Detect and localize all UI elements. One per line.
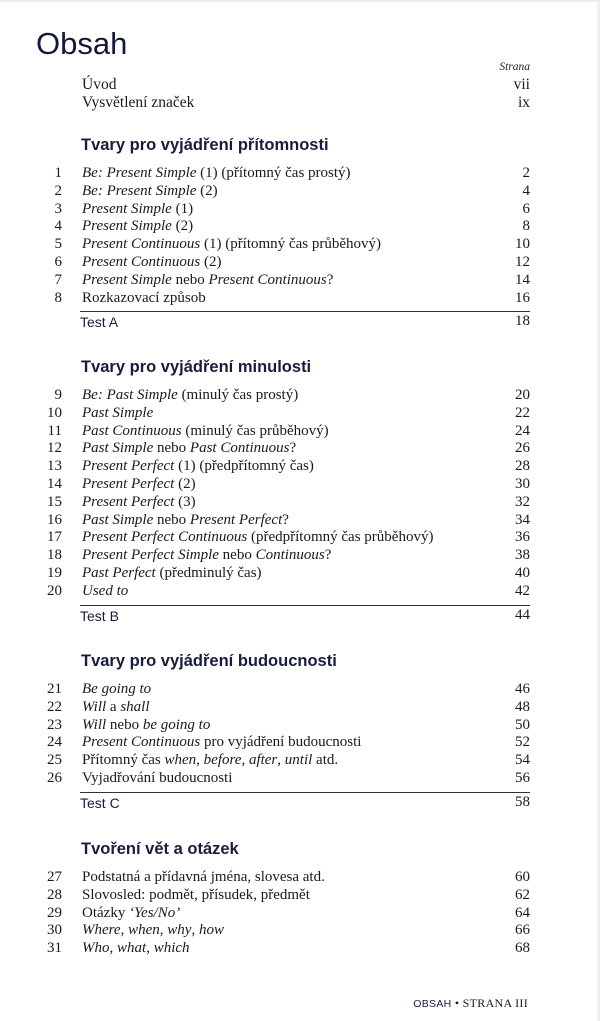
toc-entry[interactable] [0,734,600,752]
entry-title-italic: until [284,752,313,769]
entry-number: 19 [47,564,62,581]
entry-number: 29 [47,904,62,921]
entry-title [82,236,381,254]
entry-page: 54 [515,752,530,769]
entry-title [82,494,196,512]
toc-entry[interactable] [0,201,600,219]
entry-page: 50 [515,716,530,733]
entry-title-text: , [146,940,154,957]
toc-entry[interactable] [0,699,600,717]
toc-test-entry[interactable] [80,311,530,332]
entry-title-text: (1) [171,200,194,217]
entry-title-italic: Present Perfect [82,493,175,510]
toc-entry[interactable] [0,922,600,940]
entry-number: 16 [47,511,62,528]
entry-title [82,770,232,788]
toc-entry[interactable] [0,440,600,458]
entry-number: 12 [47,440,62,457]
entry-title-italic: before [203,752,242,769]
entry-title-text: Vyjadřování budoucnosti [82,769,233,786]
entry-number: 3 [54,200,62,217]
section-heading: Tvoření vět a otázek [81,840,239,858]
entry-title-italic: Will [82,716,107,733]
toc-entry[interactable] [0,423,600,441]
entry-page: 56 [515,769,530,786]
toc-entry[interactable] [0,681,600,699]
entry-page: 34 [515,511,530,528]
toc-entry-legend[interactable] [82,94,530,112]
entry-title-italic: Past Perfect [82,564,156,581]
entry-page: 52 [515,734,530,751]
entry-title-text: , [109,940,117,957]
entry-number: 2 [54,182,62,199]
toc-entry[interactable] [0,869,600,887]
entry-number: 6 [54,253,62,270]
entry-number: 27 [47,869,62,885]
entry-title-text: (2) [196,182,218,199]
entry-page: 66 [515,922,530,939]
entry-title-italic: what [117,940,147,957]
entry-title-italic: Present Continuous [208,271,327,288]
section-heading: Tvary pro vyjádření přítomnosti [81,136,329,154]
entry-title [82,717,210,735]
entry-title-italic: Present Perfect [82,458,175,475]
entry-title-text: (předpřítomný čas průběhový) [247,529,434,546]
entry-title [82,565,262,583]
entry-title: Úvod [82,76,117,93]
toc-entry[interactable] [0,583,600,601]
entry-title [82,752,338,770]
entry-page: 62 [515,886,530,903]
test-page: 18 [515,313,530,330]
entry-page: 30 [515,475,530,492]
entry-number: 23 [47,716,62,733]
test-label: Test C [80,794,120,811]
entry-title [82,218,193,236]
entry-title-text: Otázky [82,904,130,921]
entry-page: 22 [515,404,530,421]
entry-page: 68 [515,940,530,957]
entry-title-text: nebo [171,271,209,288]
entry-title [82,183,218,201]
entry-title-italic: when [164,752,197,769]
toc-entry[interactable] [0,236,600,254]
entry-number: 13 [47,458,62,475]
entry-title-text: a [106,698,121,715]
entry-number: 17 [47,529,62,546]
entry-title-text: Rozkazovací způsob [82,289,206,306]
entry-title-text: Přítomný čas [82,752,165,769]
entry-number: 30 [47,922,62,939]
entry-title [82,583,128,601]
toc-entry[interactable] [0,183,600,201]
entry-title [82,290,206,308]
entry-title-text: , [241,752,249,769]
entry-title-italic: which [153,940,190,957]
entry-number: 8 [54,289,62,306]
entry-title-italic: shall [120,698,150,715]
toc-entry[interactable] [0,405,600,423]
toc-entry-list [0,869,600,958]
entry-title [82,869,325,887]
entry-title-text: nebo [153,440,190,457]
entry-page: ix [517,94,530,111]
entry-title-italic: ‘Yes/No’ [129,904,181,921]
entry-title-text: (2) [200,253,222,270]
entry-title-italic: Past Simple [82,511,154,528]
entry-title-text: (předminulý čas) [155,564,262,581]
entry-page: 12 [515,253,530,270]
entry-title-text: (minulý čas prostý) [177,387,299,403]
toc-entry[interactable] [0,458,600,476]
toc-entry[interactable] [0,476,600,494]
entry-title [82,458,314,476]
toc-entry[interactable] [0,770,600,788]
entry-title-text: , [277,752,285,769]
entry-title-text: pro vyjádření budoucnosti [200,734,362,751]
toc-entry-list [0,165,600,332]
entry-title-text: , [159,922,168,939]
section-heading: Tvary pro vyjádření budoucnosti [81,652,337,670]
entry-title [82,440,296,458]
entry-title [82,699,150,717]
entry-number: 14 [47,475,62,492]
entry-title-text: ? [282,511,289,528]
entry-title-text: (1) (přítomný čas průběhový) [200,236,381,253]
toc-entry[interactable] [0,218,600,236]
entry-title-text: , [196,752,204,769]
entry-title [82,529,433,547]
entry-title-italic: after [248,752,278,769]
entry-title-italic: Present Simple [82,218,172,235]
entry-title-text: nebo [153,511,190,528]
entry-title-text: Slovosled: podmět, přísudek, předmět [82,886,310,903]
entry-title [82,405,153,423]
entry-title-text: atd. [312,752,339,769]
entry-title [82,940,190,958]
test-page: 58 [515,793,530,810]
entry-title-italic: be going to [142,716,211,733]
toc-entry[interactable] [0,165,600,183]
entry-page: 14 [515,271,530,288]
entry-title-text: nebo [218,547,256,564]
entry-title-italic: Present Perfect Continuous [82,529,248,546]
entry-page: 6 [522,200,530,217]
entry-title-italic: when [128,922,160,939]
page-footer [413,996,528,1011]
entry-title [82,922,224,940]
entry-page: 64 [515,904,530,921]
toc-entry[interactable] [0,387,600,405]
entry-number: 31 [47,940,62,957]
toc-entry[interactable] [0,254,600,272]
entry-title: Vysvětlení značek [82,94,195,111]
entry-title [82,476,196,494]
entry-title-italic: Used to [82,582,129,599]
entry-title-italic: Present Continuous [82,236,201,253]
entry-number: 4 [54,218,62,235]
test-label: Test A [80,314,119,331]
entry-title-text: , [120,922,129,939]
entry-title-text: (minulý čas průběhový) [181,422,329,439]
entry-title [82,272,333,290]
footer-section: OBSAH [413,998,452,1010]
toc-entry[interactable] [0,717,600,735]
entry-page: 36 [515,529,530,546]
entry-number: 1 [54,165,62,181]
entry-title-text: (3) [174,493,196,510]
entry-page: 4 [522,182,530,199]
footer-page-label: STRANA III [462,996,528,1010]
entry-page: 8 [522,218,530,235]
entry-title-italic: Be: Present Simple [82,182,197,199]
toc-test-entry[interactable] [80,792,530,813]
entry-title-italic: Present Continuous [82,253,201,270]
entry-title [82,254,221,272]
entry-title-text: (1) (přítomný čas prostý) [196,165,351,181]
entry-number: 25 [47,752,62,769]
entry-page: 40 [515,564,530,581]
section-heading: Tvary pro vyjádření minulosti [81,358,312,376]
toc-entry[interactable] [0,512,600,530]
entry-title-italic: how [198,922,224,939]
entry-page: 42 [515,582,530,599]
test-label: Test B [80,607,119,624]
toc-entry[interactable] [0,940,600,958]
entry-number: 24 [47,734,62,751]
entry-number: 15 [47,493,62,510]
entry-page: 46 [515,681,530,697]
entry-page: 10 [515,236,530,253]
entry-page: 28 [515,458,530,475]
entry-number: 7 [54,271,62,288]
toc-entry-list [0,387,600,626]
page-title: Obsah [36,26,128,61]
entry-title-italic: Be: Present Simple [82,165,197,181]
entry-title-italic: Past Continuous [82,422,182,439]
toc-entry[interactable] [0,529,600,547]
entry-title-italic: Where [82,922,121,939]
entry-title-text: Podstatná a přídavná jména, slovesa atd. [82,869,325,885]
page-column-label: Strana [499,61,530,73]
entry-title-italic: Be: Past Simple [82,387,178,403]
toc-entry[interactable] [0,565,600,583]
toc-entry[interactable] [0,905,600,923]
toc-entry[interactable] [0,547,600,565]
entry-page: 32 [515,493,530,510]
entry-title-italic: Who [82,940,110,957]
entry-page: 60 [515,869,530,885]
entry-title [82,512,289,530]
entry-title-italic: Past Continuous [189,440,290,457]
entry-title [82,165,351,183]
entry-number: 26 [47,769,62,786]
entry-title [82,387,298,405]
toc-entry[interactable] [0,887,600,905]
entry-title-text: ? [289,440,297,457]
toc-entry[interactable] [0,272,600,290]
entry-title-italic: Past Simple [82,440,154,457]
toc-test-entry[interactable] [80,605,530,626]
entry-page: 26 [515,440,530,457]
entry-title-text: ? [326,271,334,288]
entry-title-italic: Present Perfect [82,475,175,492]
entry-number: 5 [54,236,62,253]
entry-title-italic: Will [82,698,107,715]
entry-number: 22 [47,698,62,715]
entry-title-text: nebo [106,716,143,733]
entry-title-italic: Be going to [82,681,152,697]
entry-page: vii [513,76,530,93]
entry-title-text: (2) [174,475,196,492]
entry-title [82,201,193,219]
entry-page: 2 [522,165,530,181]
entry-title-text: (1) (předpřítomný čas) [174,458,314,475]
entry-title-italic: Past Simple [82,404,154,421]
entry-number: 9 [54,387,62,403]
entry-number: 10 [47,404,62,421]
entry-title-text: (2) [171,218,194,235]
entry-title [82,734,361,752]
entry-title-italic: Present Simple [82,200,172,217]
entry-number: 21 [47,681,62,697]
entry-title-italic: Present Perfect Simple [82,547,219,564]
entry-title [82,681,151,699]
entry-title [82,905,180,923]
entry-number: 18 [47,547,62,564]
entry-title [82,423,329,441]
test-page: 44 [515,606,530,623]
entry-title-italic: Present Continuous [82,734,201,751]
entry-title-italic: why [167,922,192,939]
entry-title-italic: Present Simple [82,271,172,288]
entry-title [82,887,310,905]
entry-page: 48 [515,698,530,715]
entry-number: 20 [47,582,62,599]
entry-number: 11 [47,422,62,439]
entry-page: 16 [515,289,530,306]
toc-entry-list [0,681,600,813]
entry-title [82,547,331,565]
toc-entry[interactable] [0,752,600,770]
entry-title-text: ? [324,547,332,564]
toc-entry-intro[interactable] [82,76,530,94]
entry-title-italic: Present Perfect [189,511,283,528]
toc-entry[interactable] [0,494,600,512]
entry-page: 24 [515,422,530,439]
entry-page: 38 [515,547,530,564]
entry-title-italic: Continuous [255,547,325,564]
entry-title-text: , [191,922,199,939]
entry-number: 28 [47,886,62,903]
toc-entry[interactable] [0,290,600,308]
intro-list [82,76,530,112]
entry-page: 20 [515,387,530,403]
footer-separator: • [454,996,460,1010]
